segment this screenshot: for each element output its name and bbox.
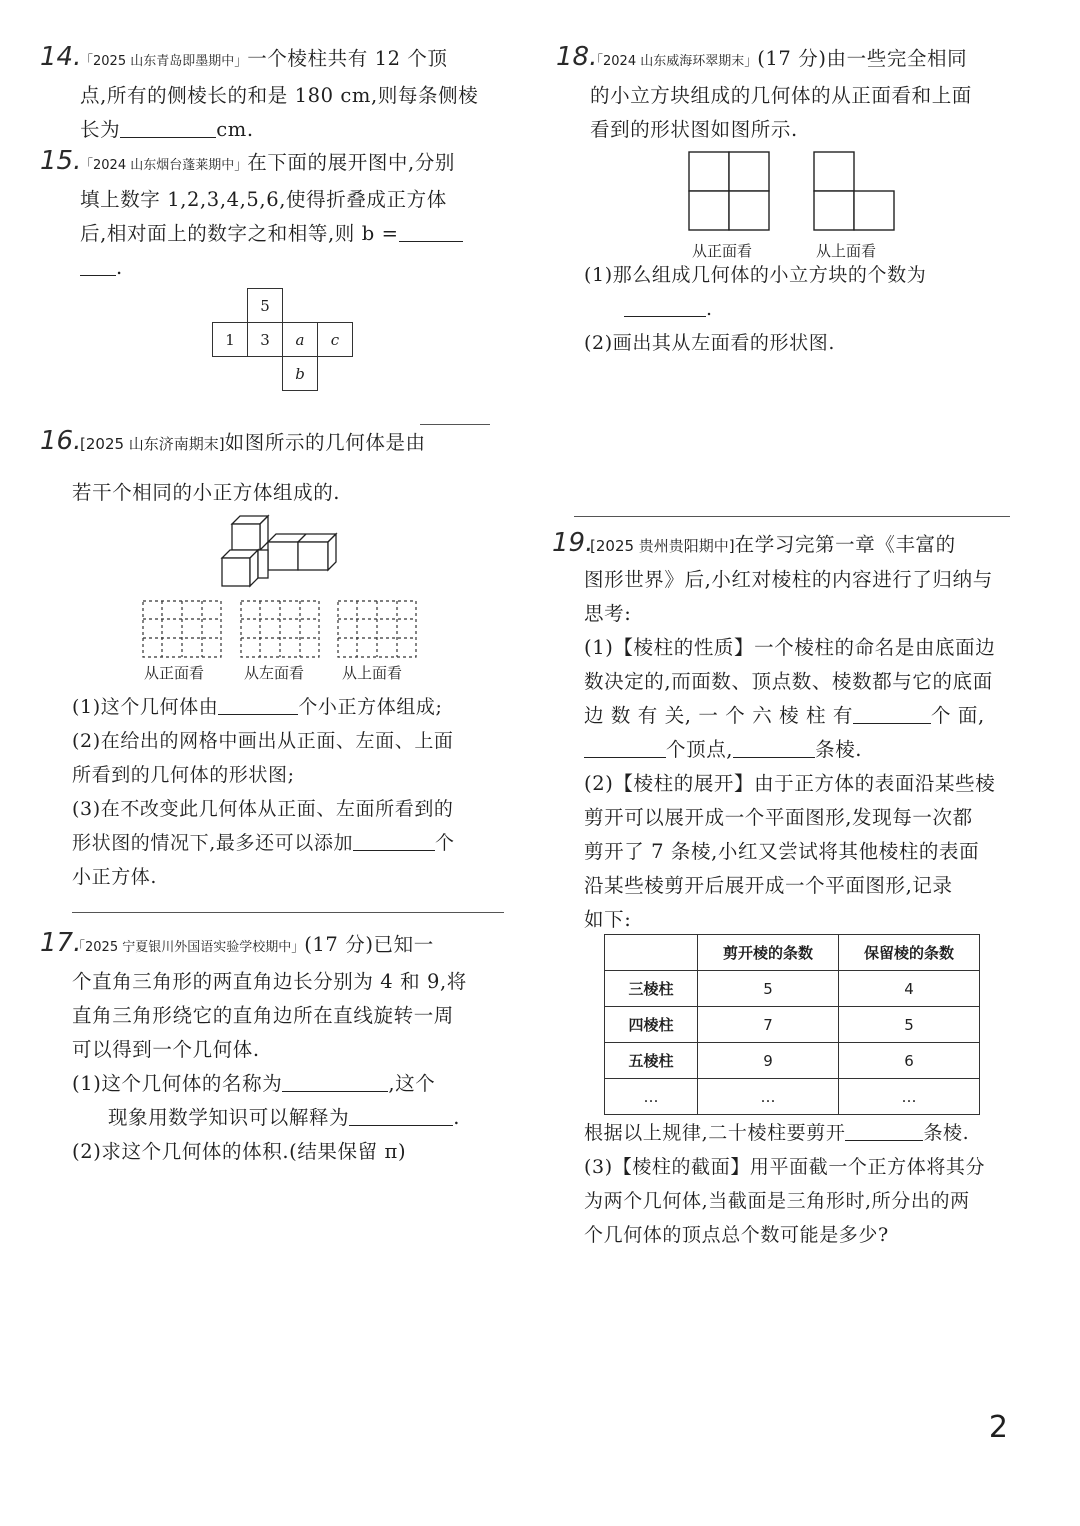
- q18-caption-front: 从正面看: [692, 242, 753, 260]
- table-cell: 6: [839, 1043, 980, 1079]
- table-cell: 4: [839, 971, 980, 1007]
- q16-line2: 若干个相同的小正方体组成的.: [72, 481, 341, 504]
- q15-line1: 在下面的展开图中,分别: [247, 151, 456, 174]
- caption-front-view: 从正面看: [144, 664, 205, 682]
- q14-source: 「2025 山东青岛即墨期中」: [80, 54, 248, 69]
- q16-blank-1[interactable]: [218, 694, 298, 715]
- q19-p2e: 如下:: [584, 908, 632, 931]
- q14-line2: 点,所有的侧棱长的和是 180 cm,则每条侧棱: [80, 84, 479, 107]
- q19-text: [584, 528, 1008, 937]
- table-cell: …: [698, 1079, 839, 1115]
- table-row: [605, 971, 980, 1007]
- q19-p2d: 沿某些棱剪开后展开成一个平面图形,记录: [584, 874, 953, 897]
- q16-p2a: (2)在给出的网格中画出从正面、左面、上面: [72, 730, 454, 752]
- q16-line1: 如图所示的几何体是由: [224, 431, 426, 454]
- q19-p1c: 边 数 有 关, 一 个 六 棱 柱 有: [584, 704, 853, 727]
- net-cell-top: 5: [248, 289, 283, 323]
- q16-source: [2025 山东济南期末]: [80, 435, 225, 453]
- q16-p3d: 小正方体.: [72, 866, 158, 888]
- q19-p1f: 条棱.: [815, 738, 863, 761]
- q15-line2: 填上数字 1,2,3,4,5,6,使得折叠成正方体: [80, 188, 447, 211]
- q14-answer-blank[interactable]: [120, 117, 216, 138]
- cube-solid-figure: [218, 512, 342, 592]
- table-header: 保留棱的条数: [839, 935, 980, 971]
- q18-line1: (17 分)由一些完全相同: [757, 47, 968, 70]
- q17-text: [72, 928, 504, 1169]
- q17-number: 17.: [40, 928, 82, 958]
- q18-views-figure: [688, 150, 898, 234]
- table-header-row: [605, 935, 980, 971]
- q19-blank-edges[interactable]: [733, 737, 815, 758]
- q17-p2: (2)求这个几何体的体积.(结果保留 π): [72, 1140, 407, 1163]
- q19-p2f: 根据以上规律,二十棱柱要剪开: [584, 1122, 846, 1144]
- q17-line3: 直角三角形绕它的直角边所在直线旋转一周: [72, 1004, 454, 1027]
- q15-answer-blank-b[interactable]: [80, 255, 116, 276]
- q18-number: 18.: [556, 42, 598, 72]
- q17-source: 「2025 宁夏银川外国语实验学校期中」: [72, 940, 305, 955]
- q19-line2: 图形世界》后,小红对棱柱的内容进行了归纳与: [584, 568, 993, 591]
- cube-net: [212, 288, 353, 391]
- q15-source: 「2024 山东烟台蓬莱期中」: [80, 158, 248, 173]
- q19-line1: 在学习完第一章《丰富的: [734, 533, 956, 556]
- table-row: [605, 1007, 980, 1043]
- q14-text: [80, 42, 500, 147]
- q19-number: 19.: [552, 528, 594, 558]
- table-header: 剪开棱的条数: [698, 935, 839, 971]
- table-cell: 三棱柱: [605, 971, 698, 1007]
- q18-source: 「2024 山东威海环翠期末」: [590, 54, 758, 69]
- q18-blank-1[interactable]: [624, 296, 706, 317]
- q17-blank-1[interactable]: [282, 1071, 388, 1092]
- q19-source: [2025 贵州贵阳期中]: [590, 537, 735, 555]
- q18-p1b: .: [706, 298, 713, 320]
- q17-p1b: ,这个: [388, 1072, 436, 1095]
- q16-p1a: (1)这个几何体由: [72, 696, 219, 718]
- q19-p3a: (3)【棱柱的截面】用平面截一个正方体将其分: [584, 1156, 986, 1178]
- table-cell: 5: [698, 971, 839, 1007]
- q14-line1: 一个棱柱共有 12 个顶: [247, 47, 448, 70]
- q19-p2a: (2)【棱柱的展开】由于正方体的表面沿某些棱: [584, 772, 996, 795]
- divider: [72, 912, 504, 913]
- q18-line3: 看到的形状图如图所示.: [590, 118, 798, 141]
- q19-blank-vertices[interactable]: [584, 737, 666, 758]
- table-cell: …: [605, 1079, 698, 1115]
- q18-p1a: (1)那么组成几何体的小立方块的个数为: [584, 264, 927, 286]
- q15-line4: .: [116, 256, 123, 279]
- table-header: [605, 935, 698, 971]
- net-cell-b: b: [283, 357, 318, 391]
- q19-p3c: 个几何体的顶点总个数可能是多少?: [584, 1224, 889, 1246]
- q19-p3b: 为两个几何体,当截面是三角形时,所分出的两: [584, 1190, 970, 1212]
- q16-text: [80, 426, 500, 461]
- table-cell: 五棱柱: [605, 1043, 698, 1079]
- view-grids: [142, 600, 418, 658]
- table-cell: …: [839, 1079, 980, 1115]
- q16-p1b: 个小正方体组成;: [298, 696, 443, 718]
- q19-p1b: 数决定的,而面数、顶点数、棱数都与它的底面: [584, 670, 993, 693]
- net-cell-3: 3: [248, 323, 283, 357]
- table-row: [605, 1079, 980, 1115]
- q19-line3: 思考:: [584, 602, 632, 625]
- caption-left-view: 从左面看: [244, 664, 305, 682]
- q19-p1a: (1)【棱柱的性质】一个棱柱的命名是由底面边: [584, 636, 996, 659]
- divider: [420, 424, 490, 425]
- caption-top-view: 从上面看: [342, 664, 403, 682]
- table-cell: 7: [698, 1007, 839, 1043]
- prism-table: [604, 934, 980, 1115]
- q19-p1e: 个顶点,: [666, 738, 734, 761]
- q17-line4: 可以得到一个几何体.: [72, 1038, 260, 1061]
- q16-number: 16.: [40, 426, 82, 456]
- table-cell: 5: [839, 1007, 980, 1043]
- q19-p2c: 剪开了 7 条棱,小红又尝试将其他棱柱的表面: [584, 840, 980, 863]
- table-row: [605, 1043, 980, 1079]
- q16-parts: [72, 690, 502, 894]
- q16-blank-2[interactable]: [353, 830, 435, 851]
- q17-line2: 个直角三角形的两直角边长分别为 4 和 9,将: [72, 970, 467, 993]
- q19-p1d: 个 面,: [931, 704, 985, 727]
- divider: [574, 516, 1010, 517]
- q18-text: [590, 42, 1010, 147]
- q18-parts: [584, 258, 1008, 360]
- q19-blank-cut[interactable]: [845, 1120, 923, 1141]
- page-number: 2: [988, 1410, 1008, 1445]
- q18-p2: (2)画出其从左面看的形状图.: [584, 332, 835, 354]
- q15-number: 15.: [40, 146, 82, 176]
- q15-line3: 后,相对面上的数字之和相等,则 b =: [80, 222, 399, 245]
- q19-p2b: 剪开可以展开成一个平面图形,发现每一次都: [584, 806, 973, 829]
- q15-answer-blank-a[interactable]: [399, 221, 463, 242]
- q19-blank-faces[interactable]: [853, 703, 931, 724]
- q15-text: [80, 146, 500, 285]
- q14-line3a: 长为: [80, 118, 121, 141]
- q18-line2: 的小立方块组成的几何体的从正面看和上面: [590, 84, 972, 107]
- q17-p1a: (1)这个几何体的名称为: [72, 1072, 283, 1095]
- q16-p2b: 所看到的几何体的形状图;: [72, 764, 295, 786]
- q17-p1d: .: [453, 1106, 461, 1129]
- q14-number: 14.: [40, 42, 82, 72]
- q17-line1: (17 分)已知一: [304, 933, 434, 956]
- q19-p2g: 条棱.: [923, 1122, 970, 1144]
- table-cell: 9: [698, 1043, 839, 1079]
- table-cell: 四棱柱: [605, 1007, 698, 1043]
- net-cell-a: a: [283, 323, 318, 357]
- net-cell-c: c: [318, 323, 353, 357]
- q16-p3c: 个: [435, 832, 455, 854]
- q19-parts-lower: [584, 1116, 1008, 1252]
- q17-blank-2[interactable]: [349, 1105, 453, 1126]
- q18-caption-top: 从上面看: [816, 242, 877, 260]
- q17-p1c: 现象用数学知识可以解释为: [108, 1106, 350, 1129]
- q16-p3a: (3)在不改变此几何体从正面、左面所看到的: [72, 798, 454, 820]
- q16-p3b: 形状图的情况下,最多还可以添加: [72, 832, 354, 854]
- net-cell-1: 1: [213, 323, 248, 357]
- q14-line3b: cm.: [216, 118, 254, 141]
